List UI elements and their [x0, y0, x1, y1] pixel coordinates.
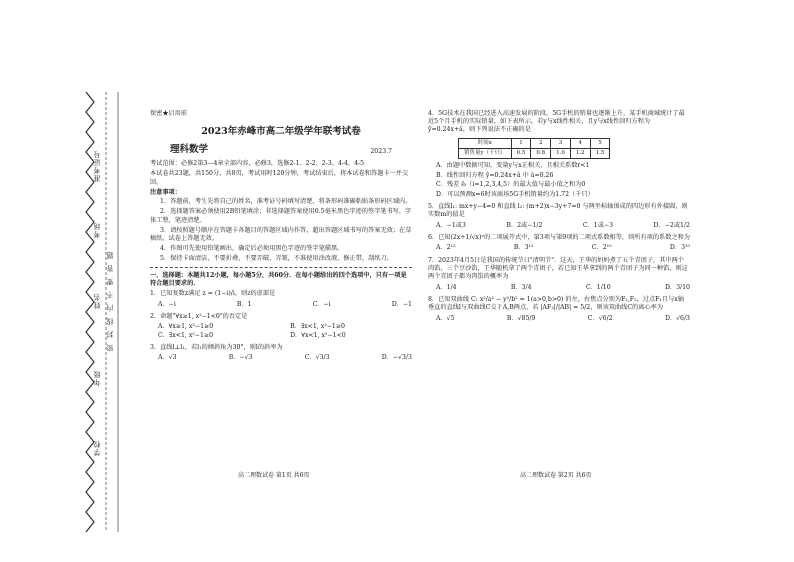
note-4: 4．作图可先使用铅笔画出，确定后必须用黑色字迹的签字笔描黑。	[160, 244, 344, 252]
q8-option-b: B．√85/9	[506, 314, 536, 322]
table-cell: 1.5	[590, 149, 610, 159]
q5-option-d: D．−2或1/2	[653, 221, 690, 229]
question-7-options	[428, 284, 690, 292]
q6-option-c: C．2¹⁰	[591, 244, 612, 252]
page-2	[428, 108, 690, 327]
question-1-options	[150, 301, 412, 309]
q2-option-b: B．∃x<1, x²−1≥0	[290, 323, 345, 331]
q5-option-b: B．2或−1/2	[506, 221, 543, 229]
q2-option-a: A．∀x≥1, x²−1≥0	[158, 323, 214, 331]
q4-option-c: C．残差 êᵢ（i=1,2,3,4,5）的最大值与最小值之和为0	[436, 181, 586, 189]
table-row	[459, 149, 610, 159]
question-4: 4．5G技术在我国已经进入高速发展的阶段，5G手机的销量也逐渐上升，某手机商城统计了最近5个月手机的实际销量，如下表所示，若y与x线性相关，且y与x线性回归方程为 ŷ=0.24x+â，则下列说法不正确的是	[428, 109, 685, 134]
table-cell: 2	[531, 138, 551, 148]
table-cell: 4	[570, 138, 590, 148]
label-exam-number: 准考证号	[93, 150, 101, 182]
q4-option-a: A．由题中数据可知，变量y与x正相关，且相关系数r<1	[436, 162, 590, 170]
q6-option-b: B．3¹²	[513, 244, 534, 252]
question-2-options	[150, 323, 412, 340]
question-7: 7．2023年4月5日是我国的传统节日"清明节"．这天，王华的妈妈煮了五个青团子，其中两个肉馅，三个豆沙馅，王华随机拿了两个青团子，若已知王华拿到的两个青团子为同一种馅，则这两个青团子都为肉馅的概率为	[428, 256, 688, 281]
divider	[150, 267, 412, 268]
table-cell: 1.0	[551, 149, 571, 159]
table-cell: 0.5	[511, 149, 531, 159]
q1-option-a: A．−i	[158, 300, 176, 308]
question-8: 8．已知双曲线 C: x²/a² − y²/b² = 1(a>0,b>0) 的左，右焦点分别为F₁,F₂，过点F₁且与x轴垂直的直线l与双曲线C交于A,B两点，若 |AF₂|/|AB| = 5/2，则该双曲线C的离心率为	[428, 296, 684, 312]
question-1: 1．已知复数z满足 z = (1−i)/i，则z的虚部是	[150, 290, 276, 298]
table-cell: 1	[511, 138, 531, 148]
q7-option-a: A．1/4	[436, 283, 457, 291]
seal-line-text: 密 封 线 内 不 要 答 题	[106, 250, 114, 352]
label-school: 学校	[93, 440, 101, 456]
q8-option-d: D．√6/3	[664, 314, 690, 322]
q2-option-c: C．∃x<1, x²−1≥0	[158, 331, 214, 339]
exam-scope: 考试范围：必修2第3—4章全部内容，必修3，选修2-1、2-2、2-3、4-4、4-5	[150, 160, 365, 168]
q8-option-a: A．√5	[436, 314, 455, 322]
page-2-footer: 高二理数试卷 第2页 共6页	[520, 472, 592, 479]
q2-option-d: D．∀x<1, x²−1<0	[290, 331, 346, 339]
subject-row	[150, 144, 412, 157]
q5-option-c: C．1或−3	[582, 221, 614, 229]
question-2: 2．命题"∀x≥1, x²−1<0"的否定是	[150, 312, 248, 320]
table-cell: 3	[551, 138, 571, 148]
q4-option-b: B．线性回归方程 ŷ=0.24x+â 中 â=0.26	[436, 171, 554, 179]
q6-option-a: A．2¹²	[436, 244, 456, 252]
label-grade: 年级	[93, 370, 101, 386]
q1-option-d: D．−1	[391, 300, 412, 308]
table-cell: 销售量y（千只）	[459, 149, 512, 159]
secret-tag: 保密★启用前	[150, 109, 188, 117]
section-1-heading: 一、选择题：本题共12小题，每小题5分，共60分．在每小题给出的四个选项中，只有一项是符合题目要求的．	[150, 271, 407, 288]
table-cell: 时间x	[459, 138, 512, 148]
page-1	[150, 108, 412, 367]
label-name: 姓名	[93, 293, 101, 309]
q1-option-b: B．1	[236, 300, 252, 308]
q5-option-a: A．−1或3	[436, 221, 466, 229]
question-6-options	[428, 244, 690, 252]
exam-info: 本试卷共23题，共150分，共8页，考试用时120分钟，考试结束后，将本试卷和答题卡一并交回。	[150, 170, 409, 186]
sales-table	[458, 138, 610, 160]
q3-option-c: C．√3/3	[304, 354, 330, 362]
q6-option-d: D．3¹⁰	[669, 244, 690, 252]
q4-option-d: D．可以预测x=6时该商场5G手机销量约为1.72（千只）	[436, 190, 594, 198]
q8-option-c: C．√6/2	[587, 314, 613, 322]
table-cell: 1.2	[570, 149, 590, 159]
question-5-options	[428, 222, 690, 230]
question-3-options	[150, 354, 412, 362]
note-5: 5．保持卡面清洁，不要折叠，不要弄破，弄皱，不准使用涂改液、修正带、刮纸刀。	[160, 254, 393, 262]
q7-option-b: B．3/4	[510, 283, 532, 291]
question-5: 5．直线l₁: mx+y−4=0 和直线 l₂: (m+2)x−3y+7=0 与两坐标轴围成的四边形有外接圆，则实数m的值是	[428, 202, 688, 219]
question-6: 6．已知(2x+1/√x)ⁿ的二项展开式中，第3项与第9项的二项式系数相等，则所有项的系数之和为	[428, 233, 690, 241]
question-8-options	[428, 315, 690, 323]
q1-option-c: C．−i	[312, 300, 331, 308]
q3-option-a: A．√3	[158, 354, 177, 362]
table-cell: 5	[590, 138, 610, 148]
q7-option-d: D．3/10	[664, 283, 690, 291]
subject-title: 理科数学	[170, 143, 209, 155]
table-row	[459, 138, 610, 148]
page-1-footer: 高二理数试卷 第1页 共6页	[238, 472, 310, 479]
note-1: 1．答题前，考生先将自己的姓名，准考证号码填写清楚，将条形码准确粘贴条形码区域内。	[160, 198, 412, 206]
exam-title: 2023年赤峰市高二年级学年联考试卷	[201, 125, 361, 137]
q3-option-d: D．−√3/3	[381, 354, 412, 362]
note-2: 2．选择题答案必须使用2B铅笔填涂；非选择题答案使用0.5毫米黑色字迹的签字笔书写，字体工整，笔迹清楚。	[150, 208, 412, 224]
label-exam-room: 考场	[93, 222, 101, 238]
q7-option-c: C．1/10	[585, 283, 611, 291]
note-3: 3．请按照题号顺序在答题卡各题目的答题区域内作答，超出答题区域书写的答案无效；在草稿纸、试卷上答题无效。	[150, 226, 412, 242]
exam-date: 2023.7	[370, 148, 392, 156]
notes-title: 注意事项：	[150, 188, 181, 196]
q3-option-b: B．−√3	[228, 354, 253, 362]
question-3: 3．直线l⊥l₁，若l₁的倾斜角为30°，则l的斜率为	[150, 343, 283, 351]
table-cell: 0.8	[531, 149, 551, 159]
